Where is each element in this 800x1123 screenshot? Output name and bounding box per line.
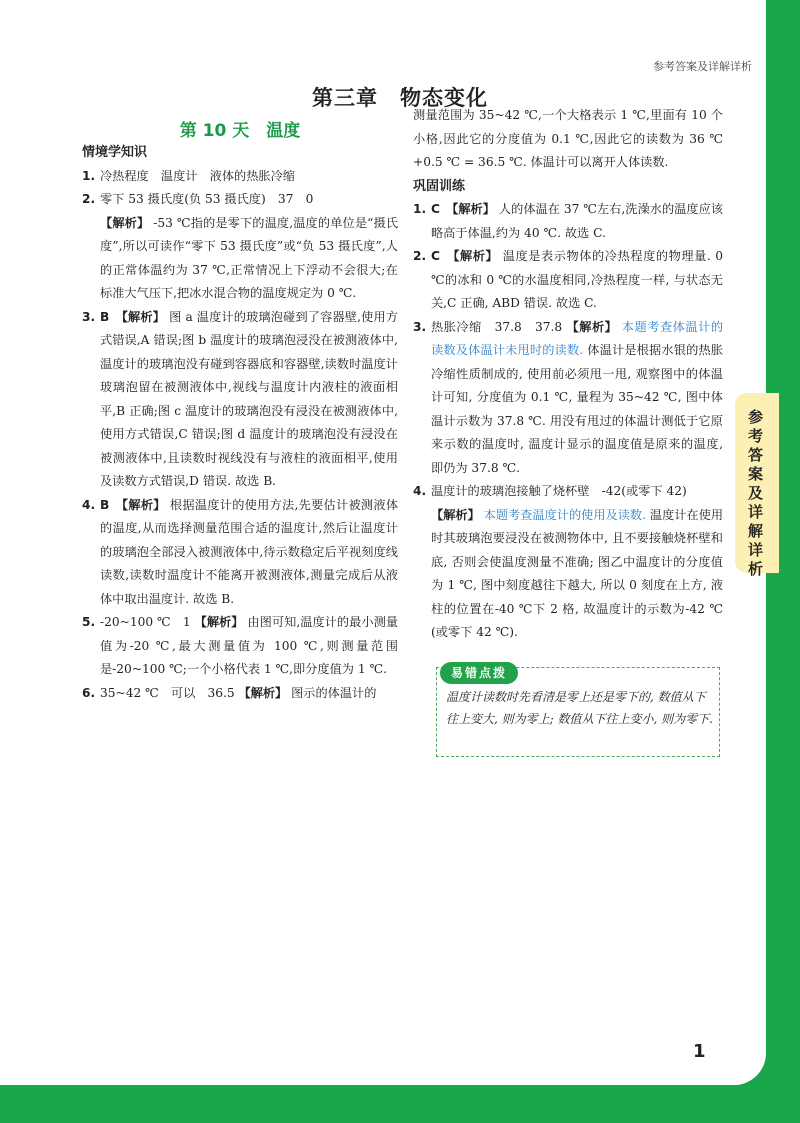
answer-item: [413, 480, 723, 504]
item-number: 5.: [82, 615, 96, 629]
analysis-text: -53 ℃指的是零下的温度,温度的单位是“摄氏度”,所以可读作“零下 53 摄氏度”或“负 53 摄氏度”,人的正常体温约为 37 ℃,正常情况上下浮动不会很大;在标准大气压下,把冰水混合物的温度规定为 0 ℃.: [100, 215, 399, 300]
analysis-tag: 【解析】: [238, 685, 288, 700]
answer-item: [413, 198, 723, 245]
answer-item: [82, 682, 398, 706]
answer-item: [82, 306, 398, 494]
analysis-text: 图 a 温度计的玻璃泡碰到了容器壁,使用方式错误,A 错误;图 b 温度计的玻璃泡浸没在被测液体中,温度计的玻璃泡没有碰到容器底和容器壁,读数时温度计玻璃泡留在被测液体中,视线与温度计内液柱的液面相平,B 正确;图 c 温度计的玻璃泡没有浸没在被测液体中,使用方式错误,C 错误;图 d 温度计的玻璃泡没有浸没在被测液体中,且读数时视线没有与液柱的液面相平,使用及读数方式错误,D 错误. 故选 B.: [100, 309, 399, 488]
item-choice: C: [431, 202, 440, 216]
tip-badge: 易错点拨: [440, 662, 518, 684]
item-choice: C: [431, 249, 440, 263]
item-number: 1.: [82, 168, 96, 183]
right-column: [413, 104, 723, 645]
item-answer: 35~42 ℃ 可以 36.5: [100, 685, 235, 700]
item-number: 4.: [82, 497, 96, 512]
chapter-title: 第三章 物态变化: [312, 86, 488, 110]
item-choice: B: [100, 309, 110, 324]
section-heading-situation: 情境学知识: [82, 145, 148, 160]
analysis-text: 温度计在使用时其玻璃泡要浸没在被测物体中, 且不要接触烧杯壁和底, 否则会使温度测量不准确; 图乙中温度计的分度值为 1 ℃, 图中刻度越往下越大, 所以 0 刻度在上方, 液柱的位置在-40 ℃下 2 格, 故温度计的示数为-42 ℃(或零下 42 ℃).: [431, 507, 724, 639]
analysis-tag: 【解析】: [566, 319, 618, 334]
side-tab-label: 参考答案及详解详析: [748, 408, 764, 578]
answer-item: [82, 212, 398, 306]
analysis-text: 人的体温在 37 ℃左右,洗澡水的温度应该略高于体温,约为 40 ℃. 故选 C.: [431, 202, 724, 240]
analysis-hint: 本题考查温度计的使用及读数.: [483, 507, 647, 522]
analysis-text: 由图可知,温度计的最小测量值为-20 ℃,最大测量值为 100 ℃,则测量范围是-20~100 ℃;一个小格代表 1 ℃,即分度值为 1 ℃.: [100, 615, 399, 676]
answer-item: [413, 504, 723, 645]
page-number: 1: [693, 1041, 706, 1062]
analysis-text: 根据温度计的使用方法,先要估计被测液体的温度,从而选择测量范围合适的温度计,然后让温度计的玻璃泡全部浸入被测液体中,待示数稳定后平视刻度线读数,读数时温度计不能离开被测液体,测量完成后从液体中取出温度计. 故选 B.: [100, 497, 399, 606]
right-answer-list: [413, 198, 723, 645]
analysis-tag: 【解析】: [122, 497, 166, 512]
analysis-tag: 【解析】: [100, 215, 150, 230]
item-choice: B: [100, 497, 110, 512]
answer-item: [413, 316, 723, 481]
analysis-tag: 【解析】: [431, 507, 480, 522]
answer-item: [82, 165, 398, 189]
answer-item: [82, 611, 398, 682]
answer-item: [413, 245, 723, 316]
analysis-tag: 【解析】: [453, 249, 499, 263]
item-number: 6.: [82, 685, 96, 700]
continued-analysis: 测量范围为 35~42 ℃,一个大格表示 1 ℃,里面有 10 个小格,因此它的分度值为 0.1 ℃,因此它的读数为 36 ℃+0.5 ℃ = 36.5 ℃. 体温计可以离开人体读数.: [413, 108, 723, 169]
tip-text: 温度计读数时先看清是零上还是零下的, 数值从下往上变大, 则为零上; 数值从下往上变小, 则为零下.: [446, 690, 713, 726]
analysis-tag: 【解析】: [194, 615, 244, 629]
day-title: 第 10 天 温度: [179, 121, 301, 141]
analysis-tag: 【解析】: [121, 309, 166, 324]
item-answer: 热胀冷缩 37.8 37.8: [431, 319, 563, 334]
item-answer: 温度计的玻璃泡接触了烧杯壁 -42(或零下 42): [431, 484, 687, 498]
item-number: 4.: [413, 484, 427, 498]
item-number: 3.: [82, 309, 96, 324]
analysis-text: 图示的体温计的: [291, 685, 377, 700]
item-number: 3.: [413, 319, 427, 334]
answer-item: [82, 494, 398, 612]
answer-item: [82, 188, 398, 212]
analysis-text: 冷热程度 温度计 液体的热胀冷缩: [100, 168, 295, 183]
item-answer: -20~100 ℃ 1: [100, 615, 191, 629]
analysis-text: 温度是表示物体的冷热程度的物理量. 0 ℃的冰和 0 ℃的水温度相同,冷热程度一样, 与状态无关,C 正确, ABD 错误. 故选 C.: [431, 249, 723, 310]
analysis-hint: 本题考查体温计的读数及体温计未甩时的读数.: [431, 319, 724, 357]
running-header: 参考答案及详解详析: [653, 60, 752, 73]
item-answer: 零下 53 摄氏度(负 53 摄氏度) 37 0: [100, 192, 314, 206]
left-answer-list: [82, 165, 398, 706]
analysis-text: 体温计是根据水银的热胀冷缩性质制成的, 使用前必须甩一甩, 观察图中的体温计可知, 分度值为 0.1 ℃, 量程为 35~42 ℃, 图中体温计示数为 37.8 ℃. 用没有甩过的体温计测低于它原来示数的温度时, 温度计显示的温度值是原来的温度, 即仍为 37.8 ℃.: [431, 343, 724, 475]
item-number: 2.: [82, 192, 96, 206]
item-number: 2.: [413, 249, 427, 263]
item-number: 1.: [413, 202, 427, 216]
left-column: [82, 141, 398, 705]
section-heading-practice: 巩固训练: [413, 178, 466, 194]
analysis-tag: 【解析】: [452, 202, 495, 216]
